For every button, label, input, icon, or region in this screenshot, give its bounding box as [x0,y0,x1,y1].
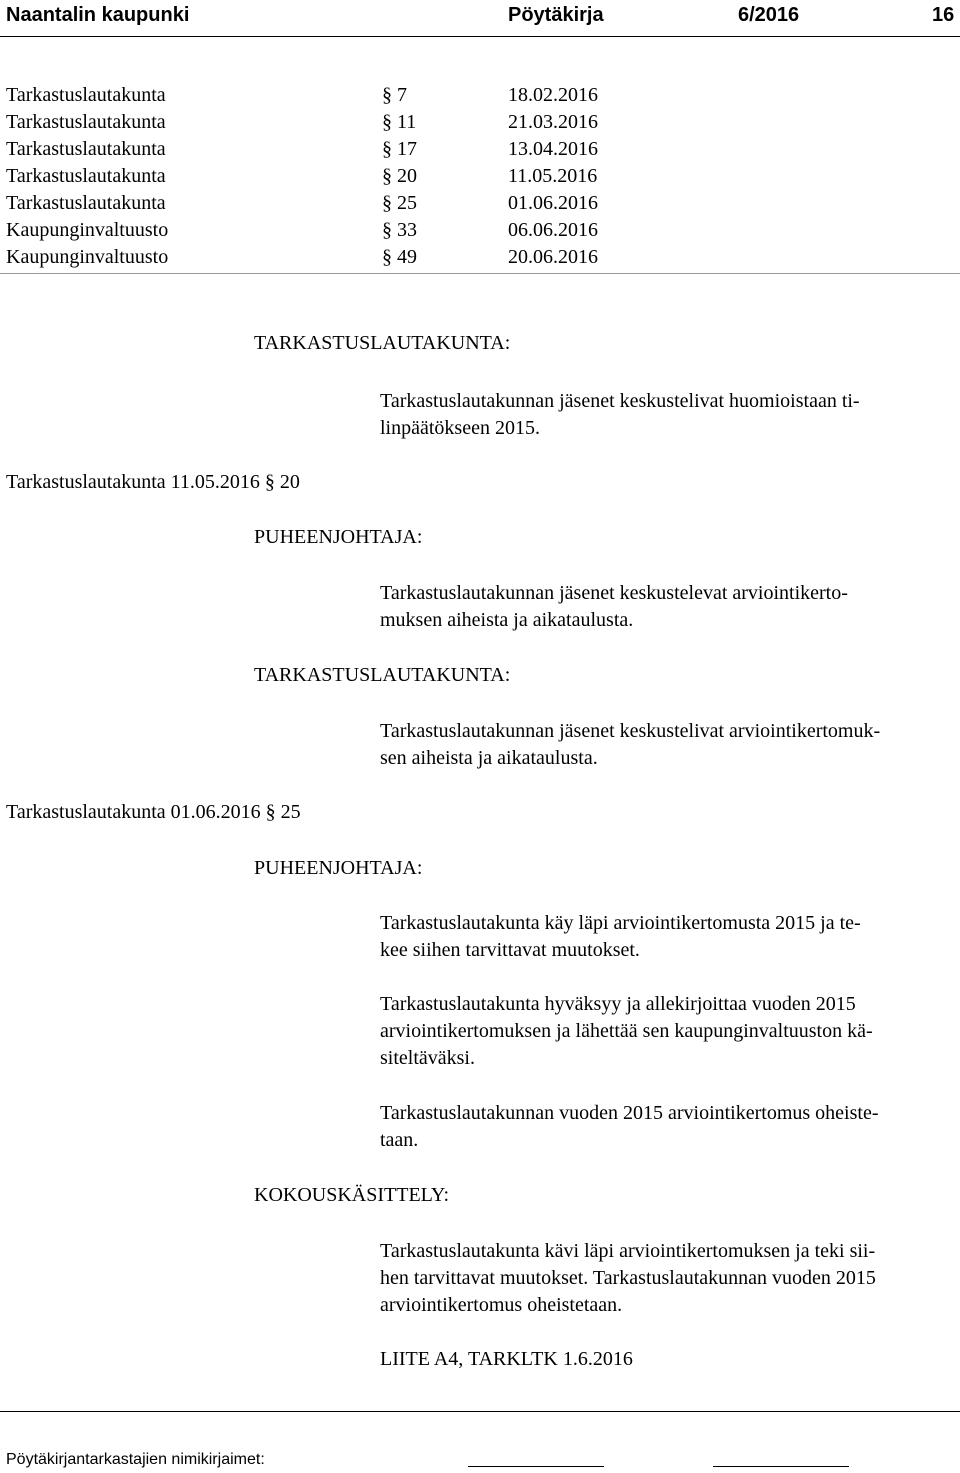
proposal-text: Tarkastuslautakunnan vuoden 2015 arviointikertomus oheiste- [380,1102,879,1124]
decision-text: Tarkastuslautakunnan jäsenet keskustelivat huomioistaan ti- [380,390,860,412]
history-section: § 17 [382,138,417,160]
meeting-handling-text: hen tarvittavat muutokset. Tarkastuslautakunnan vuoden 2015 [380,1267,876,1289]
meeting-handling-text: arviointikertomus oheistetaan. [380,1294,623,1316]
history-date: 11.05.2016 [508,165,598,187]
history-body: Kaupunginvaltuusto [6,246,169,268]
document-type: Pöytäkirja [508,4,604,26]
proposal-text: siteltäväksi. [380,1047,475,1069]
header-rule [0,36,960,37]
history-body: Tarkastuslautakunta [6,84,166,106]
history-date: 18.02.2016 [508,84,598,106]
history-date: 21.03.2016 [508,111,598,133]
proposal-text: arviointikertomuksen ja lähettää sen kaupunginvaltuuston kä- [380,1020,873,1042]
section-heading: TARKASTUSLAUTAKUNTA: [254,664,511,686]
decision-text: sen aiheista ja aikataulusta. [380,747,598,769]
history-section: § 49 [382,246,417,268]
history-body: Tarkastuslautakunta [6,111,166,133]
history-section: § 25 [382,192,417,214]
section-heading: PUHEENJOHTAJA: [254,857,423,879]
attachment-reference: LIITE A4, TARKLTK 1.6.2016 [380,1348,633,1370]
history-section: § 11 [382,111,417,133]
meeting-reference: Tarkastuslautakunta 11.05.2016 § 20 [6,471,300,493]
history-body: Kaupunginvaltuusto [6,219,169,241]
history-date: 13.04.2016 [508,138,598,160]
proposal-text: Tarkastuslautakunnan jäsenet keskustelevat arviointikerto- [380,582,848,604]
page-number: 16 [932,4,955,26]
history-date: 01.06.2016 [508,192,598,214]
proposal-text: Tarkastuslautakunta hyväksyy ja allekirjoittaa vuoden 2015 [380,993,856,1015]
meeting-reference: Tarkastuslautakunta 01.06.2016 § 25 [6,801,301,823]
signature-line [468,1466,604,1467]
history-body: Tarkastuslautakunta [6,138,166,160]
history-body: Tarkastuslautakunta [6,192,166,214]
history-date: 20.06.2016 [508,246,598,268]
section-heading: PUHEENJOHTAJA: [254,526,423,548]
history-section: § 7 [382,84,407,106]
proposal-text: Tarkastuslautakunta käy läpi arviointikertomusta 2015 ja te- [380,912,861,934]
proposal-text: taan. [380,1129,419,1151]
signature-label: Pöytäkirjantarkastajien nimikirjaimet: [6,1451,265,1468]
history-section: § 33 [382,219,417,241]
footer-rule [0,1411,960,1412]
signature-line [713,1466,849,1467]
decision-text: linpäätökseen 2015. [380,417,540,439]
section-heading: TARKASTUSLAUTAKUNTA: [254,332,511,354]
history-date: 06.06.2016 [508,219,598,241]
history-section: § 20 [382,165,417,187]
proposal-text: kee siihen tarvittavat muutokset. [380,939,640,961]
issue-number: 6/2016 [738,4,800,26]
decision-text: Tarkastuslautakunnan jäsenet keskustelivat arviointikertomuk- [380,720,881,742]
section-heading: KOKOUSKÄSITTELY: [254,1184,450,1206]
history-body: Tarkastuslautakunta [6,165,166,187]
meeting-handling-text: Tarkastuslautakunta kävi läpi arviointikertomuksen ja teki sii- [380,1240,876,1262]
history-rule [0,273,960,274]
proposal-text: muksen aiheista ja aikataulusta. [380,609,634,631]
organization-name: Naantalin kaupunki [6,4,190,26]
